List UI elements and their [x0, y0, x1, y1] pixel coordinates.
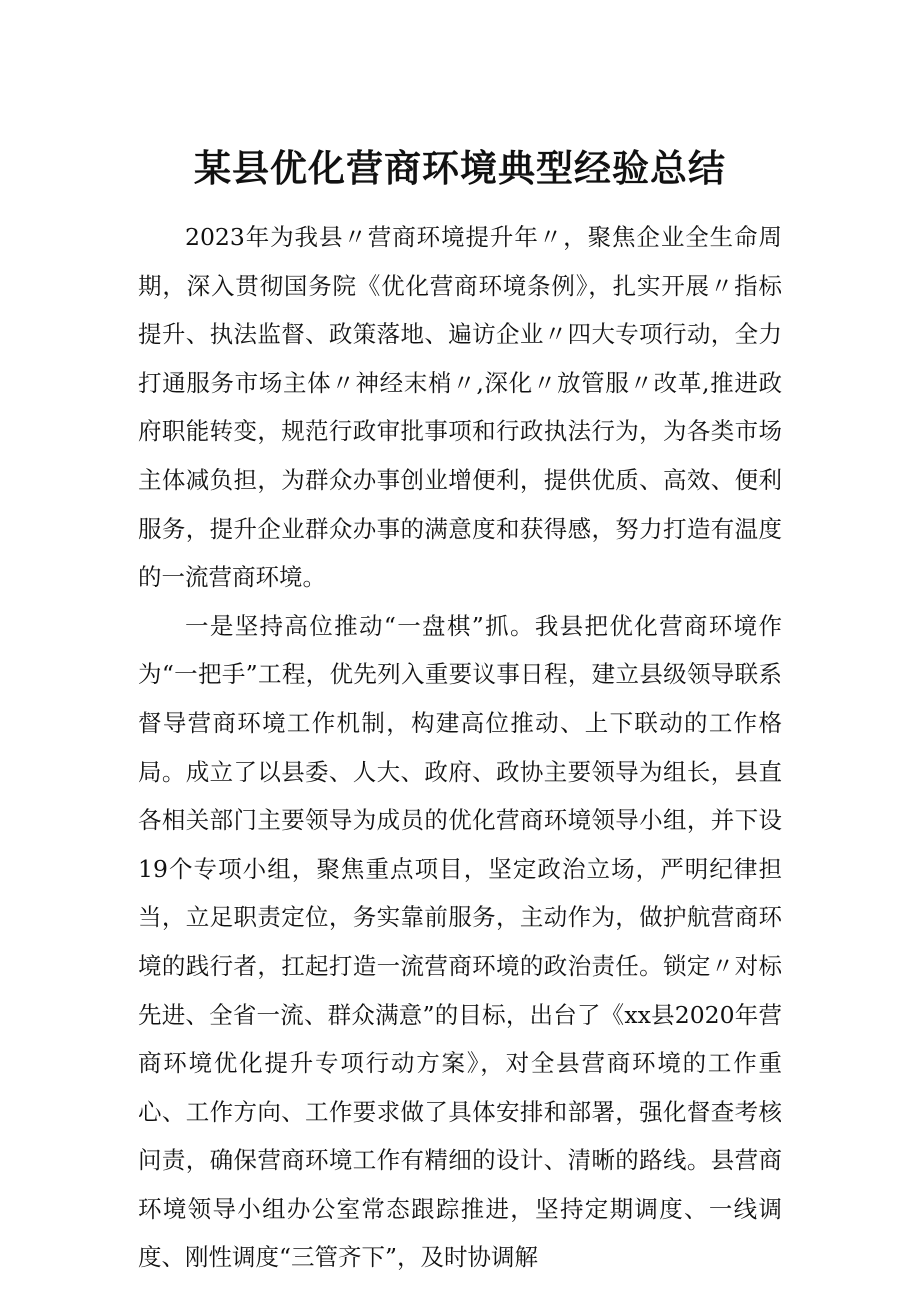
document-title: 某县优化营商环境典型经验总结 [194, 147, 726, 190]
paragraph-intro: 2023年为我县〃营商环境提升年〃，聚焦企业全生命周期，深入贯彻国务院《优化营商环境条例》，扎实开展〃指标提升、执法监督、政策落地、遍访企业〃四大专项行动，全力打通服务市场主体〃神经末梢〃,深化〃放管服〃改革,推进政府职能转变，规范行政审批事项和行政执法行为，为各类市场主体减负担，为群众办事创业增便利，提供优质、高效、便利服务，提升企业群众办事的满意度和获得感，努力打造有温度的一流营商环境。 [138, 223, 782, 592]
paragraph-high-level-promotion: 一是坚持高位推动“一盘棋”抓。我县把优化营商环境作为“一把手”工程，优先列入重要议事日程，建立县级领导联系督导营商环境工作机制，构建高位推动、上下联动的工作格局。成立了以县委、人大、政府、政协主要领导为组长，县直各相关部门主要领导为成员的优化营商环境领导小组，并下设19个专项小组，聚焦重点项目，坚定政治立场，严明纪律担当，立足职责定位，务实靠前服务，主动作为，做护航营商环境的践行者，扛起打造一流营商环境的政治责任。锁定〃对标先进、全省一流、群众满意”的目标，出台了《xx县2020年营商环境优化提升专项行动方案》，对全县营商环境的工作重心、工作方向、工作要求做了具体安排和部署，强化督查考核问责，确保营商环境工作有精细的设计、清晰的路线。县营商环境领导小组办公室常态跟踪推进，坚持定期调度、一线调度、刚性调度“三管齐下”，及时协调解 [138, 611, 782, 1272]
